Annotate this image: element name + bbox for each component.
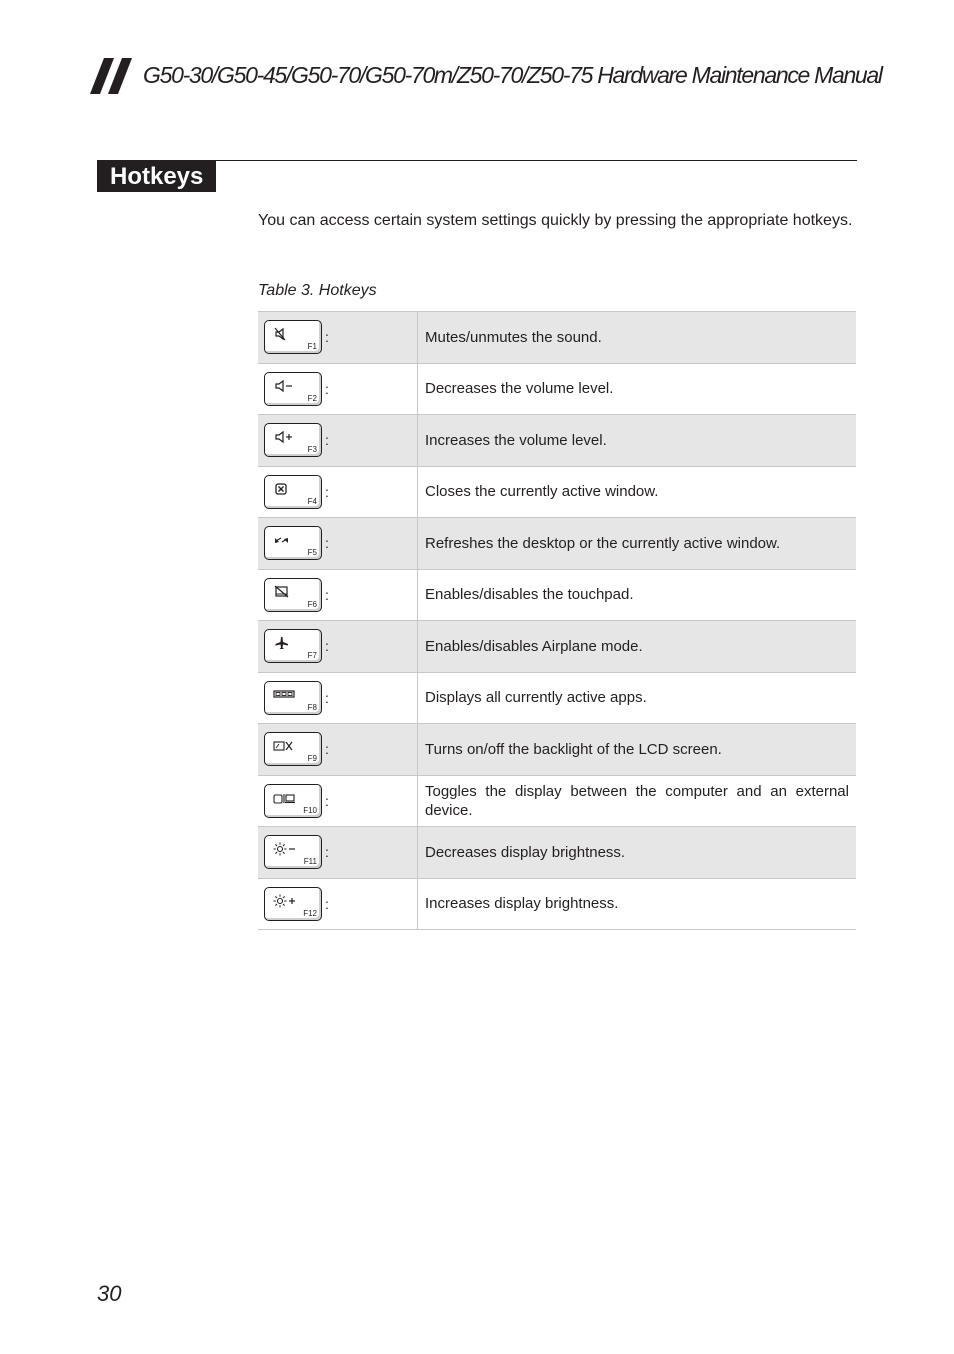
hotkey-cell	[258, 621, 418, 672]
hotkey-description: Increases the volume level.	[425, 431, 607, 449]
close-window-icon	[273, 481, 299, 497]
intro-paragraph: You can access certain system settings quickly by pressing the appropriate hotkeys.	[258, 212, 853, 229]
key-separator: :	[325, 586, 329, 603]
hotkey-description: Decreases display brightness.	[425, 843, 626, 861]
hotkey-description: Closes the currently active window.	[425, 483, 659, 501]
function-key-label: F7	[307, 651, 317, 661]
airplane-icon	[273, 635, 299, 651]
table-row	[258, 724, 856, 776]
table-row	[258, 827, 856, 879]
keycap-f7	[264, 629, 322, 663]
manual-logo-slashes	[90, 58, 136, 94]
keycap-f2	[264, 372, 322, 406]
table-row	[258, 518, 856, 570]
keycap-f12	[264, 887, 322, 921]
key-separator: :	[325, 741, 329, 758]
manual-title: G50-30/G50-45/G50-70/G50-70m/Z50-70/Z50-75 Hardware Maintenance Manual	[143, 62, 882, 88]
hotkey-description: Turns on/off the backlight of the LCD screen.	[425, 740, 722, 758]
section-heading: Hotkeys	[97, 161, 216, 192]
keycap-f9	[264, 732, 322, 766]
table-caption: Table 3. Hotkeys	[258, 282, 377, 299]
keycap-f8	[264, 681, 322, 715]
page-number: 30	[97, 1281, 122, 1306]
table-row	[258, 364, 856, 416]
key-separator: :	[325, 535, 329, 552]
hotkey-cell	[258, 724, 418, 775]
key-separator: :	[325, 895, 329, 912]
volume-up-icon	[273, 429, 299, 445]
keycap-f11	[264, 835, 322, 869]
key-separator: :	[325, 792, 329, 809]
function-key-label: F9	[307, 754, 317, 764]
table-row	[258, 467, 856, 519]
table-row	[258, 879, 856, 931]
function-key-label: F1	[307, 342, 317, 352]
function-key-label: F2	[307, 393, 317, 403]
hotkey-cell	[258, 312, 418, 363]
hotkey-cell	[258, 879, 418, 930]
hotkey-description: Refreshes the desktop or the currently active window.	[425, 534, 781, 552]
table-row	[258, 776, 856, 828]
function-key-label: F4	[307, 496, 317, 506]
mute-icon	[273, 326, 299, 342]
function-key-label: F3	[307, 445, 317, 455]
table-row	[258, 621, 856, 673]
key-separator: :	[325, 483, 329, 500]
hotkey-description: Enables/disables Airplane mode.	[425, 637, 643, 655]
hotkey-cell	[258, 776, 418, 827]
hotkey-cell	[258, 518, 418, 569]
keycap-f1	[264, 320, 322, 354]
function-key-label: F10	[303, 805, 317, 815]
brightness-down-icon	[273, 841, 299, 857]
brightness-up-icon	[273, 893, 299, 909]
hotkey-cell	[258, 415, 418, 466]
display-toggle-icon	[273, 790, 299, 806]
hotkey-cell	[258, 673, 418, 724]
hotkey-cell	[258, 570, 418, 621]
function-key-label: F11	[303, 857, 317, 867]
active-apps-icon	[273, 687, 299, 703]
hotkey-cell	[258, 364, 418, 415]
table-row	[258, 312, 856, 364]
hotkey-cell	[258, 827, 418, 878]
key-separator: :	[325, 380, 329, 397]
backlight-off-icon	[273, 738, 299, 754]
touchpad-toggle-icon	[273, 584, 299, 600]
table-row	[258, 570, 856, 622]
hotkey-description: Increases display brightness.	[425, 895, 619, 913]
key-separator: :	[325, 638, 329, 655]
hotkey-cell	[258, 467, 418, 518]
function-key-label: F12	[303, 908, 317, 918]
key-separator: :	[325, 329, 329, 346]
keycap-f4	[264, 475, 322, 509]
hotkey-description: Toggles the display between the computer and an external device.	[425, 782, 849, 819]
refresh-icon	[273, 532, 299, 548]
hotkey-description: Mutes/unmutes the sound.	[425, 328, 602, 346]
key-separator: :	[325, 689, 329, 706]
keycap-f10	[264, 784, 322, 818]
hotkey-description: Decreases the volume level.	[425, 380, 614, 398]
key-separator: :	[325, 432, 329, 449]
volume-down-icon	[273, 378, 299, 394]
function-key-label: F8	[307, 702, 317, 712]
keycap-f5	[264, 526, 322, 560]
keycap-f6	[264, 578, 322, 612]
hotkey-description: Enables/disables the touchpad.	[425, 586, 634, 604]
table-row	[258, 673, 856, 725]
hotkey-description: Displays all currently active apps.	[425, 689, 647, 707]
hotkeys-table	[258, 311, 856, 930]
keycap-f3	[264, 423, 322, 457]
table-row	[258, 415, 856, 467]
key-separator: :	[325, 844, 329, 861]
function-key-label: F5	[307, 548, 317, 558]
function-key-label: F6	[307, 599, 317, 609]
